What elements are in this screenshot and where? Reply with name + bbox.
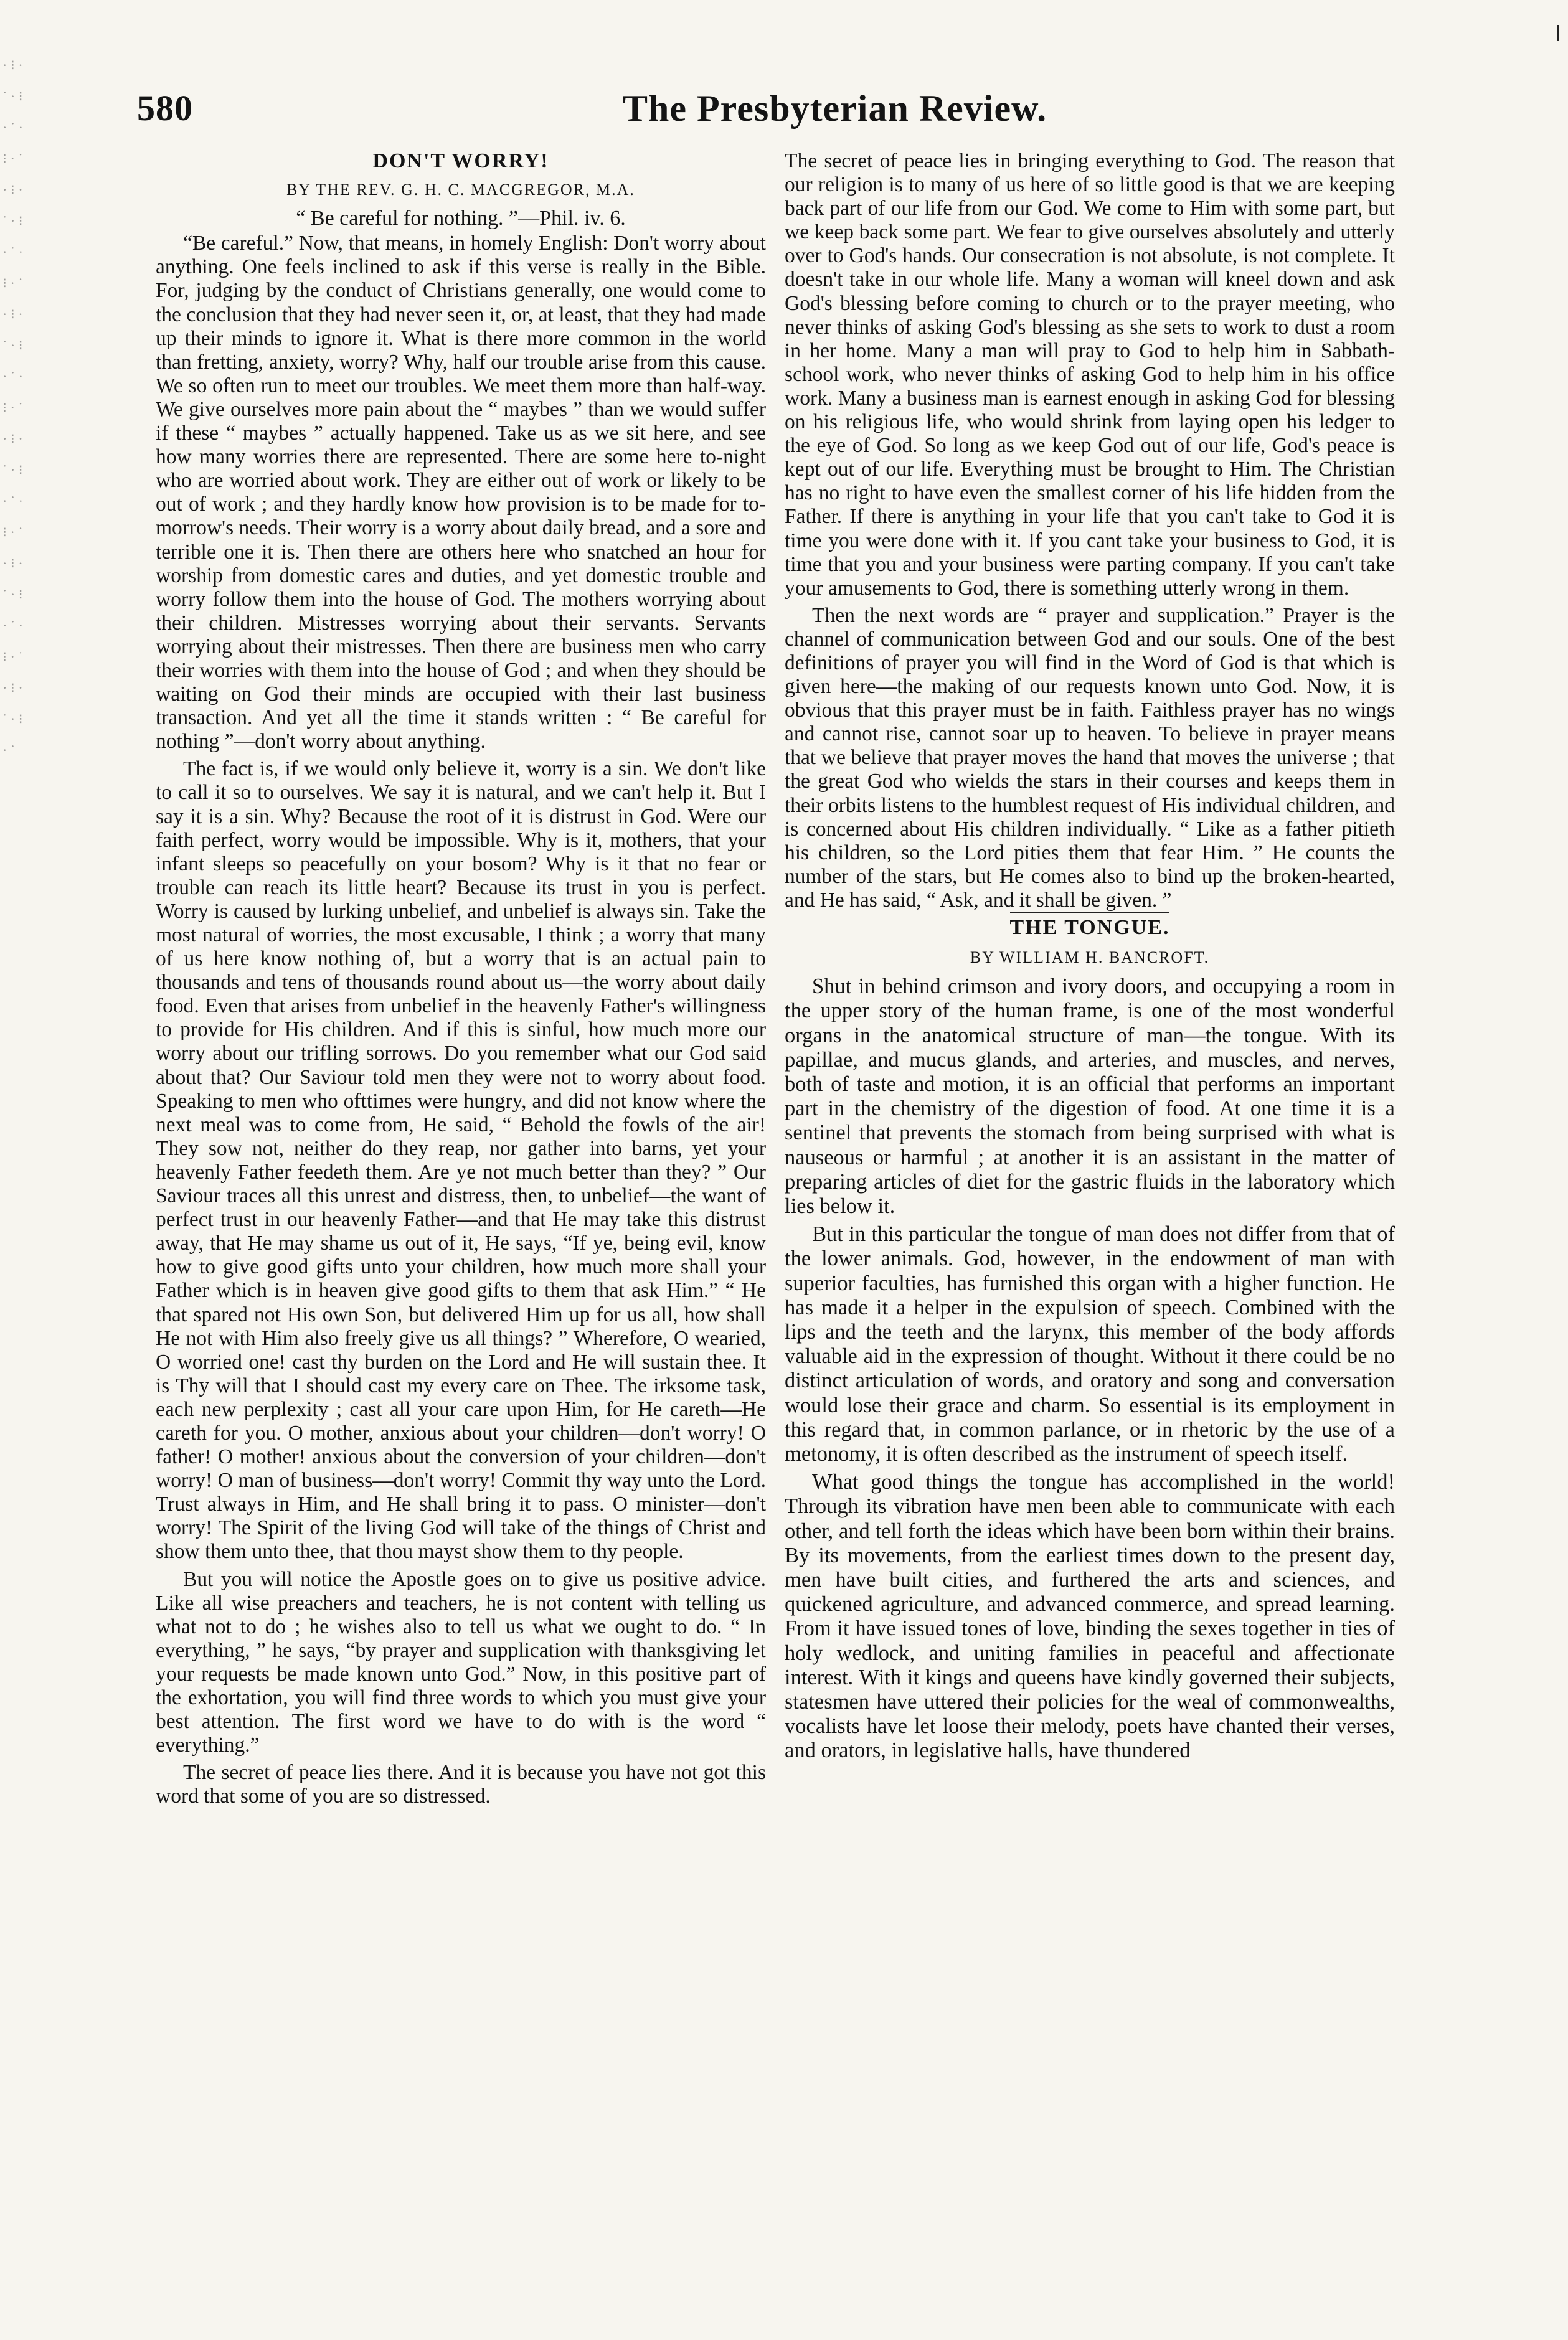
journal-title: The Presbyterian Review. <box>623 88 1047 129</box>
paragraph: “Be careful.” Now, that means, in homely English: Don't worry about anything. One feels inclined to ask if this verse is really in the Bible. For, judging by the conduct of Christians generally, one would come to the conclusion that they had never seen it, or, at least, that they had made up their minds to ignore it. What is there more common in the world than fretting, anxiety, worry? Why, half our trouble arise from this cause. We so often run to meet our troubles. We meet them more than half-way. We give ourselves more pain about the “ maybes ” than we would suffer if these “ maybes ” actually happened. Take us as we sit here, and see how many worries there are represented. There are some here to-night who are worried about work. They are either out of work or likely to be out of work ; and they hardly know how provision is to be made for to-morrow's needs. Their worry is a worry about daily bread, and a sore and terrible one it is. Then there are others here who snatched an hour for worship from domestic cares and duties, and yet domestic trouble and worry follow them into the house of God. The mothers worrying about their children. Mistresses worrying about their servants. Servants worrying about their mistresses. Then there are business men who carry their worries with them into the house of God ; and when they should be waiting on God their minds are occupied with their last business transaction. And yet all the time it stands written : “ Be careful for nothing ”—don't worry about anything. <box>156 232 766 753</box>
paragraph: Shut in behind crimson and ivory doors, and occupying a room in the upper story of the human frame, is one of the most wonderful organs in the anatomical structure of man—the tongue. With its papillae, and mucus glands, and arteries, and muscles, and nerves, both of taste and motion, it is an official that performs an important part in the chemistry of the digestion of food. At one time it is a sentinel that prevents the stomach from being surprised with what is nauseous or harmful ; at another it is an assistant in the matter of preparing articles of diet for the gastric fluids in the laboratory which lies below it. <box>785 974 1395 1219</box>
paragraph: What good things the tongue has accomplished in the world! Through its vibration have men been able to communicate with each other, and tell forth the ideas which have been born within their brains. By its movements, from the earliest times down to the present day, men have built cities, and furthered the arts and sciences, and quickened agriculture, and advanced commerce, and spread learning. From it have issued tones of love, binding the sexes together in ties of holy wedlock, and uniting families in peaceful and affectionate interest. With it kings and queens have kindly governed their subjects, statesmen have uttered their policies for the weal of commonwealths, vocalists have let loose their melody, poets have chanted their verses, and orators, in legislative halls, have thundered <box>785 1470 1395 1763</box>
margin-mark <box>1557 25 1559 41</box>
article-title <box>785 916 1395 940</box>
right-column <box>785 149 1395 1767</box>
paragraph: The secret of peace lies there. And it is because you have not got this word that some of you are so distressed. <box>156 1761 766 1808</box>
scripture-epigraph: “ Be careful for nothing. ”—Phil. iv. 6. <box>296 207 626 230</box>
article-byline: BY WILLIAM H. BANCROFT. <box>970 948 1210 967</box>
article-byline: BY THE REV. G. H. C. MACGREGOR, M.A. <box>286 181 635 199</box>
left-column <box>156 149 766 1812</box>
article-title-text: THE TONGUE. <box>1010 912 1170 939</box>
paragraph: But in this particular the tongue of man does not differ from that of the lower animals. God, however, in the endowment of man with superior faculties, has furnished this organ with a higher function. He has made it a helper in the expulsion of speech. Combined with the lips and the teeth and the larynx, this member of the body affords valuable aid in the expression of thought. Without it there could be no distinct articulation of words, and oratory and song and conversation would lose their grace and charm. So essential is its employment in this regard that, in common parlance, or in rhetoric by the use of a metonomy, it is often described as the instrument of speech itself. <box>785 1222 1395 1466</box>
paragraph: But you will notice the Apostle goes on to give us positive advice. Like all wise preachers and teachers, he is not content with telling us what not to do ; he wishes also to tell us what we ought to do. “ In everything, ” he says, “by prayer and supplication with thanksgiving let your requests be made known unto God.” Now, in this positive part of the exhortation, you will find three words to which you must give your best attention. The first word we have to do with is the word “ everything.” <box>156 1567 766 1757</box>
page-header <box>137 87 1407 137</box>
paragraph: The fact is, if we would only believe it, worry is a sin. We don't like to call it so to ourselves. We say it is natural, and we can't help it. But I say it is a sin. Why? Because the root of it is distrust in God. Were our faith perfect, worry would be impossible. Why is it, mothers, that your infant sleeps so peacefully on your bosom? Why is it that no fear or trouble can reach its little heart? Because its trust in you is perfect. Worry is caused by lurking unbelief, and unbelief is always sin. Take the most natural of worries, the most excusable, I think ; a worry that many of us here know nothing of, but a worry that is an actual pain to thousands and tens of thousands round about us—the worry about daily food. Even that arises from unbelief in the heavenly Father's willingness to provide for His children. And if this is sinful, how much more our worry about our trifling sorrows. Do you remember what our God said about that? Our Saviour told men they were not to worry about food. Speaking to men who ofttimes were hungry, and did not know where the next meal was to come from, He said, “ Behold the fowls of the air! They sow not, neither do they reap, nor gather into barns, yet your heavenly Father feedeth them. Are ye not much better than they? ” Our Saviour traces all this unrest and distress, then, to unbelief—the want of perfect trust in our heavenly Father—and that He may take this distrust away, that He may shame us out of it, He says, “If ye, being evil, know how to give good gifts unto your children, how much more shall your Father which is in heaven give good gifts to them that ask Him.” “ He that spared not His own Son, but delivered Him up for us all, how shall He not with Him also freely give us all things? ” Wherefore, O wearied, O worried one! cast thy burden on the Lord and He will sustain thee. It is Thy will that I should cast my every care on Thee. The irksome task, each new perplexity ; cast all your care upon Him, for He careth—He careth for you. O mother, anxious about your children—don't worry! O father! O mother! anxious about the conversion of your children—don't worry! O man of business—don't worry! Commit thy way unto the Lord. Trust always in Him, and He shall bring it to pass. O minister—don't worry! The Spirit of the living God will take of the things of Christ and show them unto thee, that thou mayst show them to thy people. <box>156 757 766 1564</box>
article-body <box>785 974 1395 1763</box>
article-title: DON'T WORRY! <box>372 149 549 172</box>
margin-binding-specks: · ⁝ · ˙ · ⁝ · ˙ · ⁝ · ˙ · ⁝ · ˙ · ⁝ · ˙ · ⁝ · ˙ · ⁝ · ˙ · ⁝ · ˙ · ⁝ · ˙ · ⁝ · ˙ · ⁝ · ˙ · ⁝ · ˙ · ⁝ · ˙ · ⁝ · ˙ · ⁝ · ˙ · ⁝ · ˙ · ⁝ · ˙ <box>2 57 23 758</box>
paragraph: Then the next words are “ prayer and supplication.” Prayer is the channel of communication between God and our souls. One of the best definitions of prayer you will find in the Word of God is that which is given here—the making of our requests known unto God. Now, it is obvious that this prayer must be in faith. Faithless prayer has no wings and cannot rise, cannot soar up to heaven. To believe in prayer means that we believe that prayer moves the hand that moves the universe ; that the great God who wields the stars in their courses and keeps them in their orbits listens to the humblest request of His individual children, and is concerned about His children individually. “ Like as a father pitieth his children, so the Lord pities them that fear Him. ” He counts the number of the stars, but He comes also to bind up the broken-hearted, and He has said, “ Ask, and it shall be given. ” <box>785 603 1395 912</box>
paragraph-continued: The secret of peace lies in bringing everything to God. The reason that our religion is to many of us here of so little good is that we are keeping back part of our life from our God. We come to Him with some part, but we keep back some part. We fear to give ourselves absolutely and utterly over to God's hands. Our consecration is not absolute, is not complete. It doesn't take in our whole life. Many a woman will kneel down and ask God's blessing before coming to church or to the prayer meeting, who never thinks of asking God's blessing as she sets to work to dust a room in her home. Many a man will pray to God to help him in Sabbath-school work, who never thinks of asking God to help him in his office work. Many a business man is earnest enough in asking God for blessing on his religious life, who would shrink from laying open his ledger to the eye of God. So long as we keep God out of our life, God's peace is kept out of our life. Everything must be brought to Him. The Christian has no right to have even the smallest corner of his life hidden from the Father. If there is anything in your life that you can't take to God it is time you were done with it. If you cant take your business to God, it is time that you and your business were parting company. If you can't take your amusements to God, there is something utterly wrong in them. <box>785 149 1395 600</box>
page-number: 580 <box>137 88 193 128</box>
